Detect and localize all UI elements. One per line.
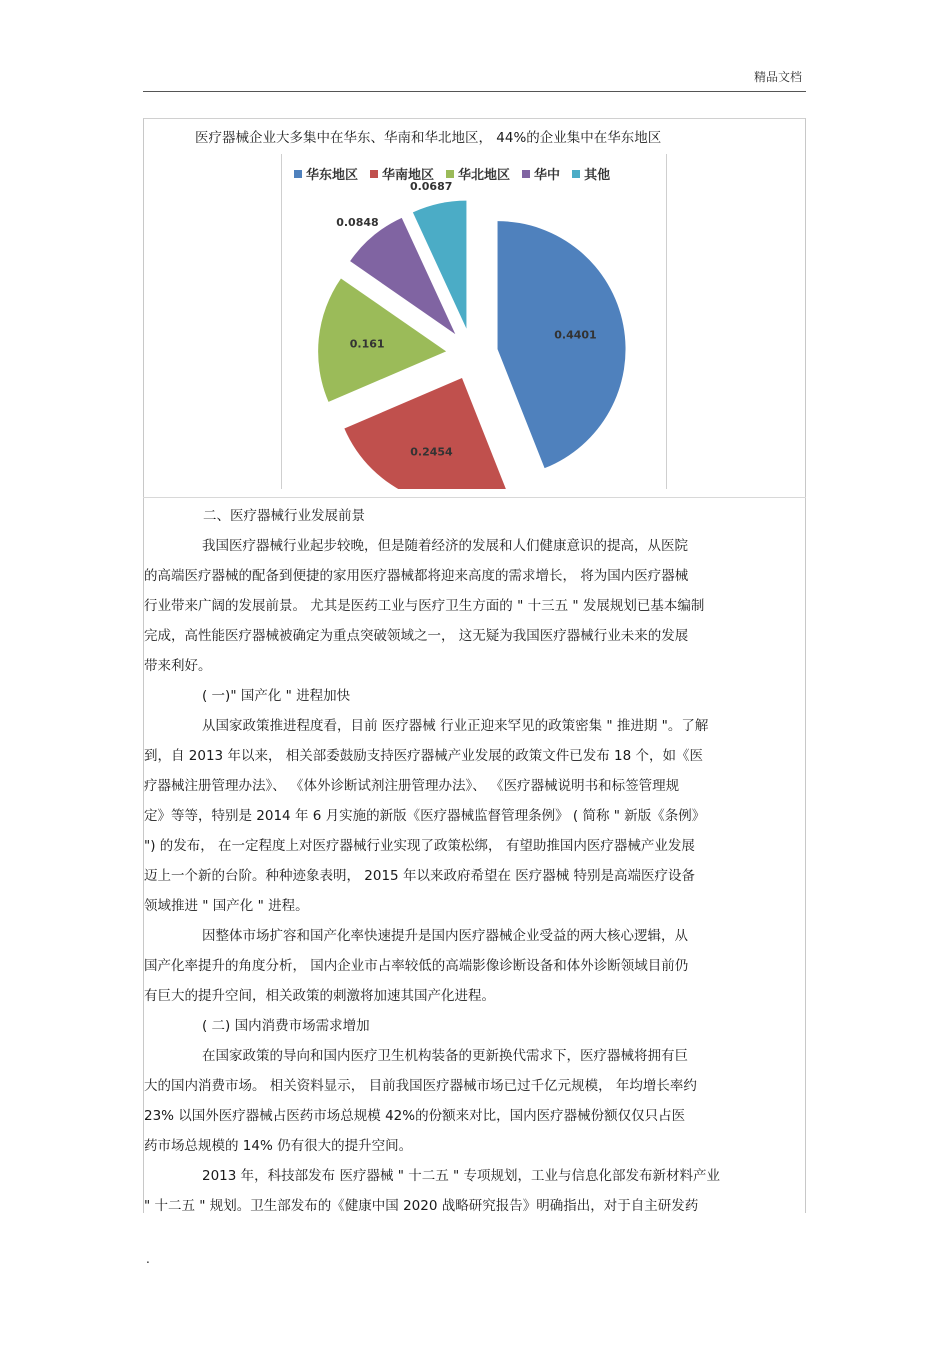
- legend-label: 其他: [584, 168, 611, 183]
- body-line: ") 的发布， 在一定程度上对医疗器械行业实现了政策松绑， 有望助推国内医疗器械产业发展: [144, 838, 695, 854]
- figure-caption: 医疗器械企业大多集中在华东、华南和华北地区， 44%的企业集中在华东地区: [195, 130, 662, 146]
- body-line: 有巨大的提升空间，相关政策的刺激将加速其国产化进程。: [144, 988, 495, 1004]
- body-line: 因整体市场扩容和国产化率快速提升是国内医疗器械企业受益的两大核心逻辑，从: [202, 928, 688, 944]
- body-line: 带来利好。: [144, 658, 212, 674]
- body-line: 在国家政策的导向和国内医疗卫生机构装备的更新换代需求下，医疗器械将拥有巨: [202, 1048, 688, 1064]
- legend-label: 华中: [534, 168, 561, 183]
- body-line: 迈上一个新的台阶。种种迹象表明， 2015 年以来政府希望在 医疗器械 特别是高端医疗设备: [144, 868, 696, 884]
- body-line: 行业带来广阔的发展前景。 尤其是医药工业与医疗卫生方面的 " 十三五 " 发展规划已基本编制: [144, 598, 705, 614]
- slice-value-label: 0.0687: [409, 179, 453, 193]
- body-line: 2013 年，科技部发布 医疗器械 " 十二五 " 专项规划，工业与信息化部发布新材料产业: [202, 1168, 721, 1184]
- body-line: 到，自 2013 年以来， 相关部委鼓励支持医疗器械产业发展的政策文件已发布 18 个，如《医: [144, 748, 703, 764]
- slice-value-label: 0.4401: [554, 328, 597, 342]
- body-line: 大的国内消费市场。 相关资料显示， 目前我国医疗器械市场已过千亿元规模， 年均增长率约: [144, 1078, 697, 1094]
- pie-slice: [498, 221, 626, 468]
- header-divider: [143, 91, 806, 92]
- slice-value-label: 0.161: [349, 337, 385, 351]
- header-label: 精品文档: [753, 70, 802, 84]
- slice-value-label: 0.0848: [336, 216, 379, 230]
- body-line: 疗器械注册管理办法》、 《体外诊断试剂注册管理办法》、 《医疗器械说明书和标签管理规: [144, 778, 680, 794]
- pie-slice: [344, 378, 509, 489]
- section-heading: 二、医疗器械行业发展前景: [203, 508, 365, 524]
- body-line: 完成，高性能医疗器械被确定为重点突破领域之一， 这无疑为我国医疗器械行业未来的发展: [144, 628, 689, 644]
- slice-value-label: 0.2454: [410, 445, 453, 459]
- body-line: 领域推进 " 国产化 " 进程。: [144, 898, 309, 914]
- body-line: 我国医疗器械行业起步较晚，但是随着经济的发展和人们健康意识的提高，从医院: [202, 538, 688, 554]
- legend-label: 华南地区: [382, 168, 435, 183]
- body-line: 药市场总规模的 14% 仍有很大的提升空间。: [144, 1138, 413, 1154]
- pie-chart: [281, 154, 667, 489]
- body-line: " 十二五 " 规划。卫生部发布的《健康中国 2020 战略研究报告》明确指出，对于自主研发药: [144, 1198, 699, 1214]
- section-heading: ( 二) 国内消费市场需求增加: [202, 1018, 370, 1034]
- figure-divider: [143, 497, 806, 498]
- body-line: 国产化率提升的角度分析， 国内企业市占率较低的高端影像诊断设备和体外诊断领域目前仍: [144, 958, 689, 974]
- pie-svg: [282, 154, 666, 489]
- body-line: 从国家政策推进程度看，目前 医疗器械 行业正迎来罕见的政策密集 " 推进期 "。了解: [202, 718, 709, 734]
- section-heading: ( 一)" 国产化 " 进程加快: [202, 688, 351, 704]
- body-line: 定》等等，特别是 2014 年 6 月实施的新版《医疗器械监督管理条例》 ( 简称 " 新版《条例》: [144, 808, 706, 824]
- body-line: 23% 以国外医疗器械占医药市场总规模 42%的份额来对比，国内医疗器械份额仅仅只占医: [144, 1108, 686, 1124]
- body-line: 的高端医疗器械的配备到便捷的家用医疗器械都将迎来高度的需求增长， 将为国内医疗器械: [144, 568, 689, 584]
- legend-label: 华东地区: [306, 168, 359, 183]
- legend-label: 华北地区: [458, 168, 511, 183]
- footer-mark: .: [146, 1252, 150, 1266]
